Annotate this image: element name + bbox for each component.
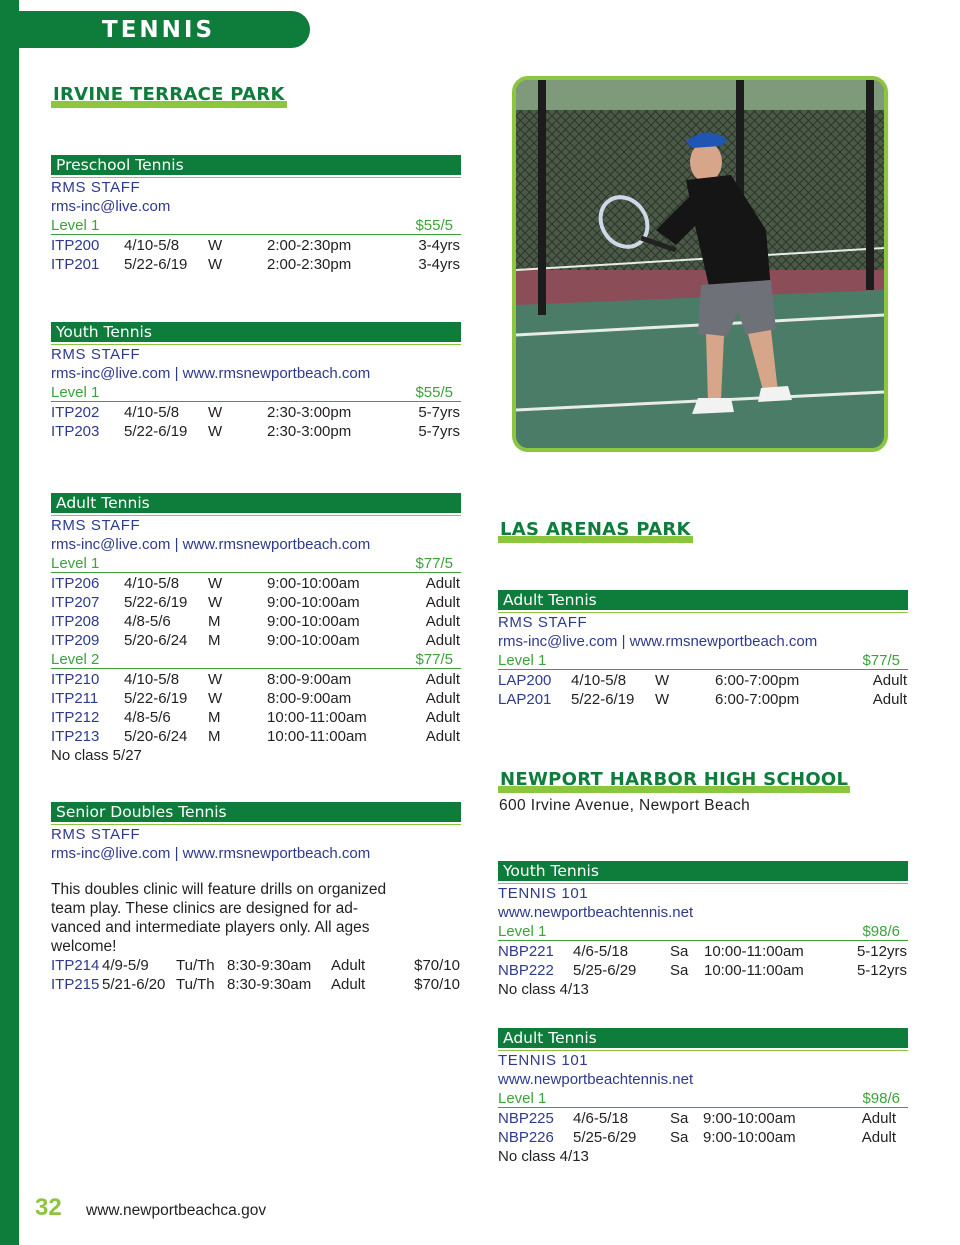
tennis-player-image: [516, 80, 884, 448]
table-row: ITP203 5/22-6/19 W 2:30-3:00pm 5-7yrs: [51, 423, 460, 440]
newport-youth-section: [498, 861, 908, 999]
table-row: ITP215 5/21-6/20 Tu/Th 8:30-9:30am Adult $70/10: [51, 976, 460, 993]
tennis-player-photo: [512, 76, 888, 452]
section-heading: Youth Tennis: [498, 861, 908, 881]
footer-url[interactable]: www.newportbeachca.gov: [86, 1202, 267, 1219]
table-row: ITP206 4/10-5/8 W 9:00-10:00am Adult: [51, 575, 460, 592]
table-row: ITP210 4/10-5/8 W 8:00-9:00am Adult: [51, 671, 460, 688]
table-row: ITP207 5/22-6/19 W 9:00-10:00am Adult: [51, 594, 460, 611]
table-row: ITP200 4/10-5/8 W 2:00-2:30pm 3-4yrs: [51, 237, 460, 254]
table-row: ITP202 4/10-5/8 W 2:30-3:00pm 5-7yrs: [51, 404, 460, 421]
table-row: ITP214 4/9-5/9 Tu/Th 8:30-9:30am Adult $70/10: [51, 957, 460, 974]
contact-info[interactable]: rms-inc@live.com | www.rmsnewportbeach.com: [51, 845, 371, 862]
newport-adult-section: [498, 1028, 908, 1166]
table-row: ITP211 5/22-6/19 W 8:00-9:00am Adult: [51, 690, 460, 707]
section-heading: Adult Tennis: [51, 493, 461, 513]
section-heading: Preschool Tennis: [51, 155, 461, 175]
page-title-tab: [0, 11, 310, 48]
staff-label: RMS STAFF: [51, 346, 141, 363]
senior-doubles-section: [51, 802, 461, 994]
las-arenas-park-title: LAS ARENAS PARK: [500, 519, 691, 540]
staff-label: RMS STAFF: [498, 614, 588, 631]
table-row: NBP225 4/6-5/18 Sa 9:00-10:00am Adult: [498, 1110, 896, 1127]
table-row: ITP213 5/20-6/24 M 10:00-11:00am Adult: [51, 728, 460, 745]
newport-harbor-title: NEWPORT HARBOR HIGH SCHOOL: [500, 769, 848, 790]
table-row: LAP201 5/22-6/19 W 6:00-7:00pm Adult: [498, 691, 907, 708]
page-number: 32: [35, 1194, 62, 1221]
section-heading: Adult Tennis: [498, 1028, 908, 1048]
table-row: ITP201 5/22-6/19 W 2:00-2:30pm 3-4yrs: [51, 256, 460, 273]
level-row: Level 2 $77/5: [51, 650, 461, 669]
no-class-note: No class 4/13: [498, 981, 589, 998]
contact-info[interactable]: www.newportbeachtennis.net: [498, 904, 694, 921]
staff-label: RMS STAFF: [51, 826, 141, 843]
level-row: Level 1 $55/5: [51, 383, 461, 402]
page-title: TENNIS: [102, 17, 216, 43]
school-address: 600 Irvine Avenue, Newport Beach: [499, 797, 751, 814]
staff-label: TENNIS 101: [498, 1052, 589, 1069]
las-arenas-adult-section: [498, 590, 908, 709]
table-row: LAP200 4/10-5/8 W 6:00-7:00pm Adult: [498, 672, 907, 689]
section-heading: Senior Doubles Tennis: [51, 802, 461, 822]
left-margin-bar: [0, 0, 19, 1245]
description: This doubles clinic will feature drills on organized team play. These clinics are designed for ad- vanced and intermediate players only. All ages welcome!: [51, 881, 387, 955]
no-class-note: No class 4/13: [498, 1148, 589, 1165]
adult-tennis-section: [51, 493, 461, 765]
section-heading: Youth Tennis: [51, 322, 461, 342]
table-row: ITP209 5/20-6/24 M 9:00-10:00am Adult: [51, 632, 460, 649]
contact-info[interactable]: rms-inc@live.com | www.rmsnewportbeach.com: [498, 633, 818, 650]
preschool-tennis-section: [51, 155, 461, 274]
table-row: NBP226 5/25-6/29 Sa 9:00-10:00am Adult: [498, 1129, 896, 1146]
table-row: ITP212 4/8-5/6 M 10:00-11:00am Adult: [51, 709, 460, 726]
youth-tennis-section: [51, 322, 461, 441]
level-row: Level 1 $55/5: [51, 216, 461, 235]
level-row: Level 1 $77/5: [51, 554, 461, 573]
section-heading: Adult Tennis: [498, 590, 908, 610]
table-row: NBP222 5/25-6/29 Sa 10:00-11:00am 5-12yrs: [498, 962, 907, 979]
level-row: Level 1 $77/5: [498, 651, 908, 670]
level-row: Level 1 $98/6: [498, 1089, 908, 1108]
contact-info[interactable]: rms-inc@live.com | www.rmsnewportbeach.com: [51, 536, 371, 553]
staff-label: RMS STAFF: [51, 179, 141, 196]
contact-info[interactable]: www.newportbeachtennis.net: [498, 1071, 694, 1088]
contact-info[interactable]: rms-inc@live.com: [51, 198, 171, 215]
no-class-note: No class 5/27: [51, 747, 142, 764]
table-row: NBP221 4/6-5/18 Sa 10:00-11:00am 5-12yrs: [498, 943, 907, 960]
contact-info[interactable]: rms-inc@live.com | www.rmsnewportbeach.com: [51, 365, 371, 382]
irvine-terrace-park-title: IRVINE TERRACE PARK: [53, 84, 285, 105]
staff-label: TENNIS 101: [498, 885, 589, 902]
staff-label: RMS STAFF: [51, 517, 141, 534]
table-row: ITP208 4/8-5/6 M 9:00-10:00am Adult: [51, 613, 460, 630]
level-row: Level 1 $98/6: [498, 922, 908, 941]
